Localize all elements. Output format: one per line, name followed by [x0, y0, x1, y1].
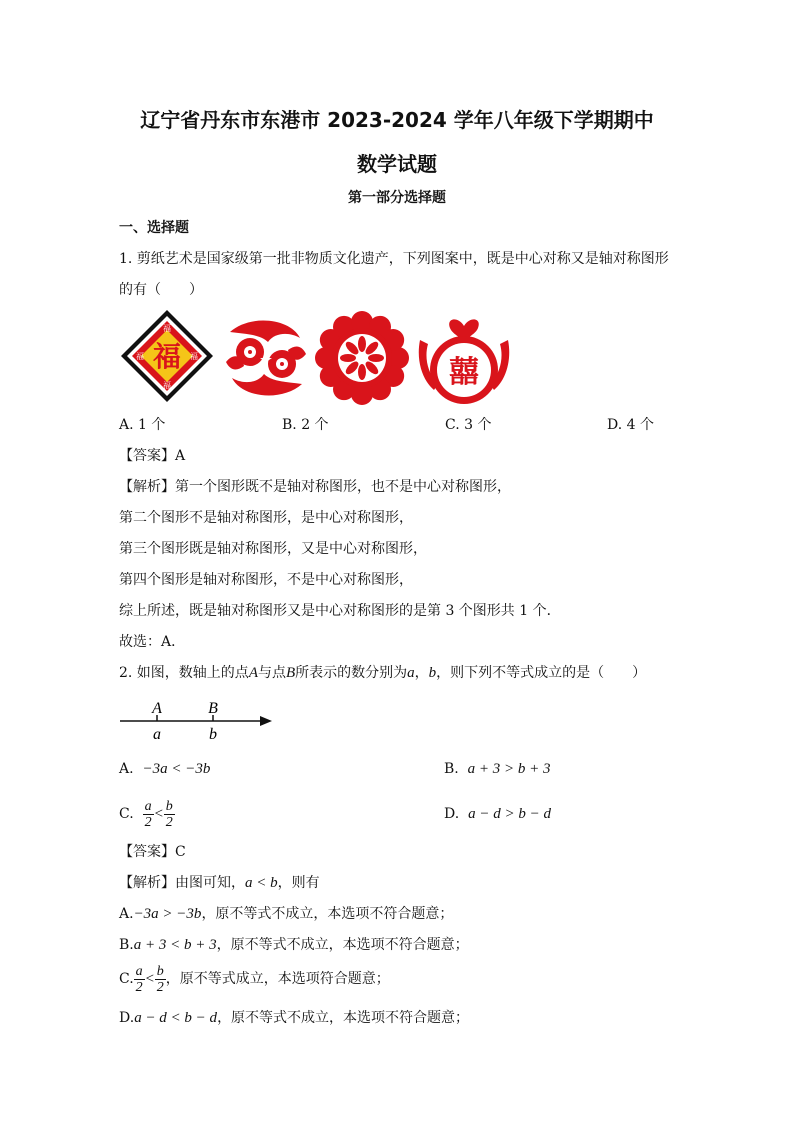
q1-analysis-line3: 第三个图形既是轴对称图形，又是中心对称图形，: [119, 541, 427, 557]
flower-inner-petal: [358, 336, 366, 352]
svg-text:福: 福: [136, 352, 144, 361]
q1-analysis-line2: 第二个图形不是轴对称图形，是中心对称图形，: [119, 510, 413, 526]
q1-stem-line2: 的有（ ）: [119, 282, 203, 298]
document-title-line1: 辽宁省丹东市东港市 2023-2024 学年八年级下学期期中: [140, 108, 654, 132]
q2-number-line: [118, 695, 278, 743]
q1-image-1-diamond-fu-papercut: [119, 308, 215, 404]
q2-analysis-b: B.a + 3 < b + 3，原不等式不成立，本选项不符合题意；: [119, 937, 469, 953]
q1-analysis-line6: 故选：A．: [119, 634, 186, 650]
q2-stem: 2. 如图，数轴上的点A与点B所表示的数分别为a，b，则下列不等式成立的是（ ）: [119, 665, 647, 681]
q2-analysis-c: C. $\frac{a}{2}$ < $\frac{b}{2}$ ，原不等式成立，本选项符合题意；: [119, 963, 390, 995]
q1-analysis-line5: 综上所述，既是轴对称图形又是中心对称图形的是第 3 个图形共 1 个．: [119, 603, 561, 619]
flower-inner-petal: [368, 354, 384, 362]
q1-answer: 【答案】A: [119, 448, 186, 464]
point-b-label: B: [208, 700, 218, 717]
q1-option-a: A. 1 个: [119, 417, 166, 433]
svg-text:福: 福: [163, 324, 171, 333]
svg-text:福: 福: [163, 381, 171, 390]
q1-option-c: C. 3 个: [445, 417, 492, 433]
q1-image-3-flower-papercut: [314, 310, 410, 406]
flower-inner-petal: [340, 354, 356, 362]
q2-option-a: A. −3a < −3b: [119, 761, 211, 777]
q1-stem-line1: 1. 剪纸艺术是国家级第一批非物质文化遗产，下列图案中，既是中心对称又是轴对称图形: [119, 251, 669, 267]
q1-image-2-twin-fish-papercut: [220, 312, 312, 404]
fu-glyph: 福: [152, 340, 182, 373]
q1-analysis-line1: 【解析】第一个图形既不是轴对称图形，也不是中心对称图形，: [119, 479, 511, 495]
value-a-label: a: [153, 726, 161, 743]
section-label: 一、选择题: [119, 220, 189, 236]
q2-analysis-d: D.a − d < b − d，原不等式不成立，本选项不符合题意；: [119, 1010, 470, 1026]
q2-option-c: C. $\frac{a}{2}$ < $\frac{b}{2}$: [119, 798, 173, 830]
q2-analysis-a: A.−3a > −3b，原不等式不成立，本选项不符合题意；: [119, 906, 454, 922]
point-a-label: A: [152, 700, 162, 717]
q2-answer: 【答案】C: [119, 844, 186, 860]
q1-image-4-double-happiness-papercut: [414, 310, 514, 406]
svg-text:福: 福: [190, 352, 198, 361]
q2-option-b: B. a + 3 > b + 3: [444, 761, 551, 777]
part-label: 第一部分选择题: [348, 190, 446, 206]
flower-inner-petal: [358, 364, 366, 380]
value-b-label: b: [209, 726, 217, 743]
q2-analysis-intro: 【解析】由图可知，a < b，则有: [119, 875, 320, 891]
q1-option-b: B. 2 个: [282, 417, 329, 433]
q1-analysis-line4: 第四个图形是轴对称图形，不是中心对称图形，: [119, 572, 413, 588]
document-title-line2: 数学试题: [357, 152, 437, 176]
q1-option-d: D. 4 个: [607, 417, 654, 433]
q2-option-d: D. a − d > b − d: [444, 806, 551, 822]
double-happiness-glyph: 囍: [449, 355, 479, 390]
